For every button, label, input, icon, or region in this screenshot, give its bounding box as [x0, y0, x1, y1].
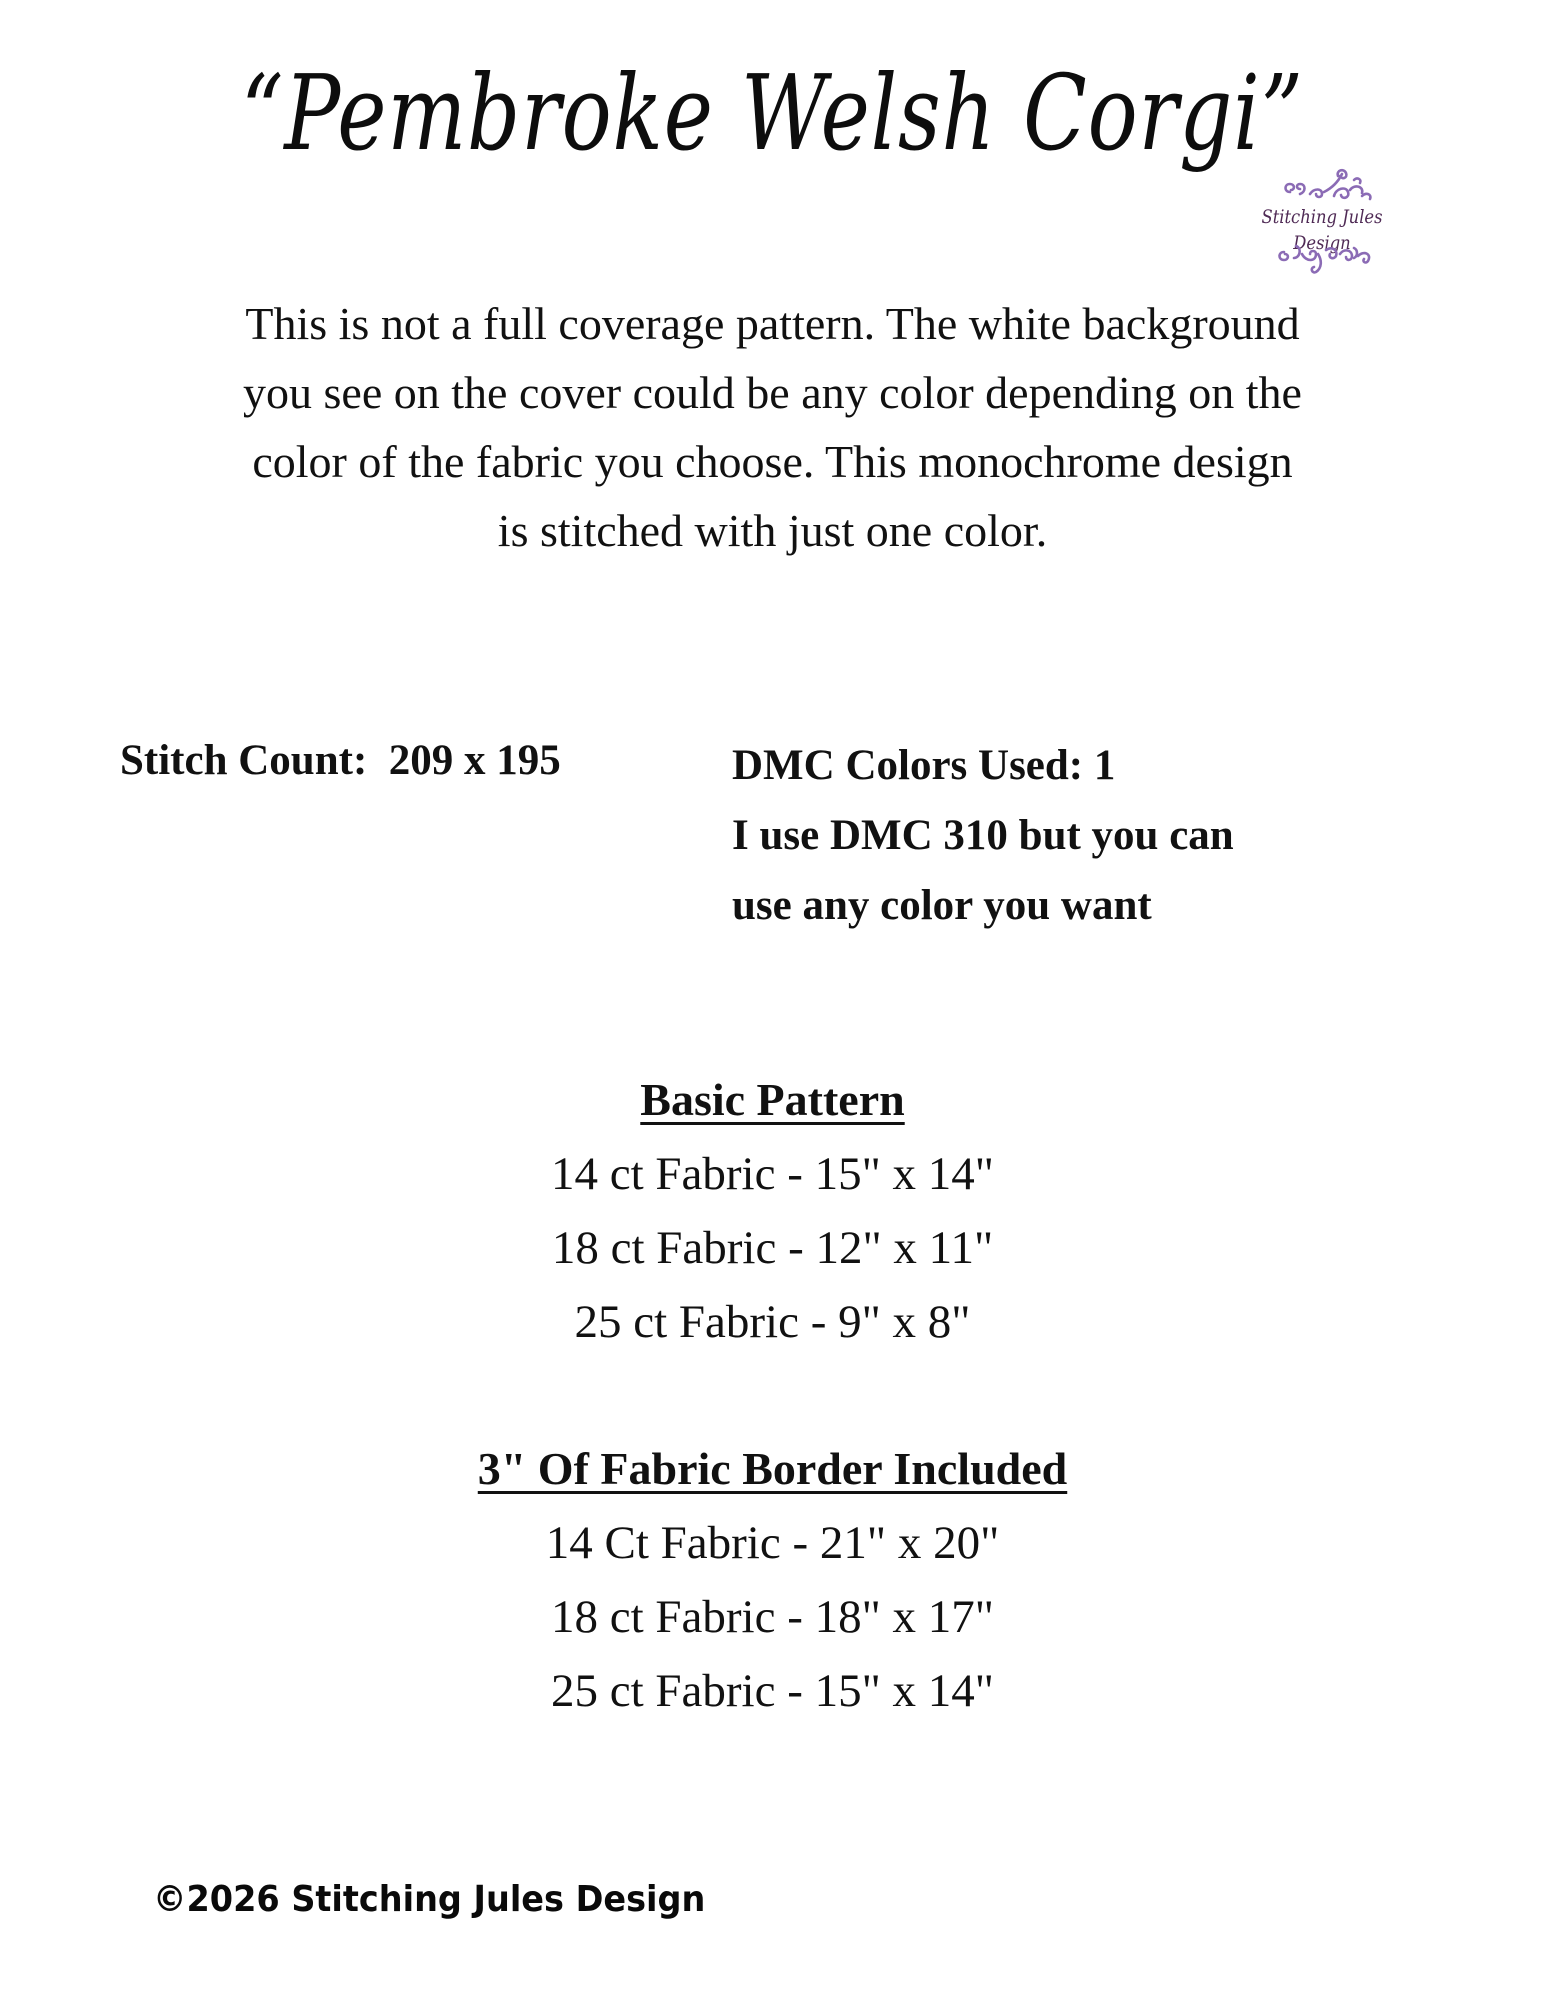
- page-title: “Pembroke Welsh Corgi”: [240, 52, 1304, 174]
- intro-line: is stitched with just one color.: [497, 505, 1048, 556]
- stitch-count-label: Stitch Count:: [120, 737, 368, 784]
- fabric-size-line: 18 ct Fabric - 12" x 11": [551, 1222, 994, 1274]
- fabric-size-line: 14 Ct Fabric - 21" x 20": [545, 1517, 1000, 1569]
- intro-line: color of the fabric you choose. This monochrome design: [252, 436, 1293, 487]
- fabric-size-line: 14 ct Fabric - 15" x 14": [550, 1148, 994, 1200]
- fabric-size-line: 25 ct Fabric - 9" x 8": [574, 1296, 971, 1348]
- basic-pattern-section: [0, 1063, 1545, 1359]
- stitch-count-value: 209 x 195: [388, 737, 561, 784]
- dmc-note-line: use any color you want: [732, 882, 1152, 929]
- border-pattern-heading: 3" Of Fabric Border Included: [477, 1443, 1068, 1494]
- fabric-size-line: 25 ct Fabric - 15" x 14": [550, 1665, 994, 1717]
- stitch-count: [120, 731, 561, 791]
- dmc-note-line: I use DMC 310 but you can: [732, 812, 1234, 859]
- brand-logo: [1222, 160, 1422, 280]
- swirl-ornament-top-icon: [1222, 166, 1422, 206]
- swirl-ornament-bottom-icon: [1222, 240, 1422, 280]
- basic-pattern-heading: Basic Pattern: [640, 1074, 905, 1125]
- intro-line: This is not a full coverage pattern. The white background: [245, 298, 1300, 349]
- dmc-colors-info: [732, 731, 1234, 941]
- logo-text: Stitching Jules Design: [1261, 206, 1383, 254]
- dmc-colors-used: DMC Colors Used: 1: [732, 742, 1116, 789]
- copyright-notice: ©2026 Stitching Jules Design: [153, 1879, 706, 1920]
- border-pattern-section: [0, 1432, 1545, 1728]
- fabric-size-line: 18 ct Fabric - 18" x 17": [550, 1591, 994, 1643]
- intro-line: you see on the cover could be any color depending on the: [243, 367, 1302, 418]
- intro-paragraph: [150, 289, 1395, 565]
